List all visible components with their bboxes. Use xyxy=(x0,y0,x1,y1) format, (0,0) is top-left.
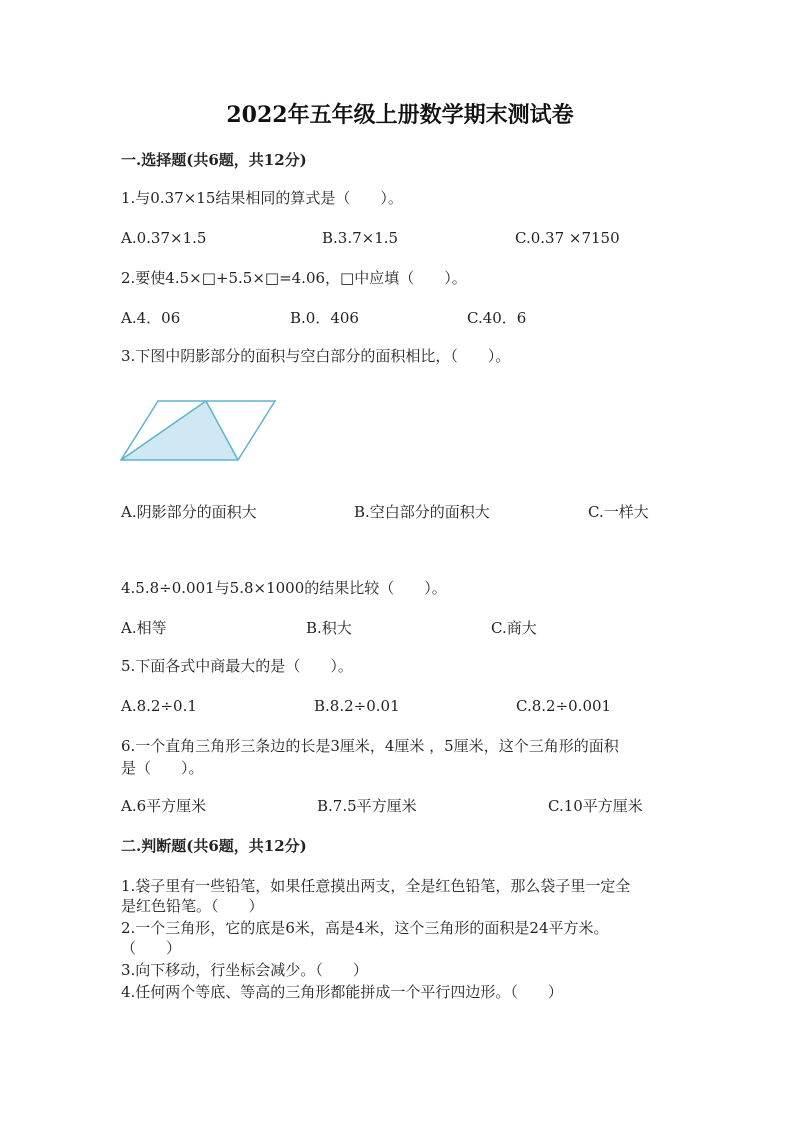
page-title: 2022年五年级上册数学期末测试卷 xyxy=(226,102,574,128)
question-6-option-a: A.6平方厘米 xyxy=(121,797,207,815)
question-4-option-b: B.积大 xyxy=(306,619,352,637)
question-3-option-a: A.阴影部分的面积大 xyxy=(121,503,257,521)
question-5-option-a: A.8.2÷0.1 xyxy=(121,697,197,715)
judgement-1-line1: 1.袋子里有一些铅笔，如果任意摸出两支，全是红色铅笔，那么袋子里一定全 xyxy=(121,877,631,895)
question-1-option-b: B.3.7×1.5 xyxy=(322,229,399,247)
question-6-stem-line1: 6.一个直角三角形三条边的长是3厘米，4厘米 ，5厘米，这个三角形的面积 xyxy=(121,737,619,755)
question-2-option-a: A.4．06 xyxy=(121,309,181,327)
question-1-stem: 1.与0.37×15结果相同的算式是（ ）。 xyxy=(121,189,403,207)
question-5-option-c: C.8.2÷0.001 xyxy=(516,697,612,715)
question-3-option-c: C.一样大 xyxy=(588,503,649,521)
section-heading-choice: 一.选择题(共6题，共12分) xyxy=(121,151,307,169)
judgement-3: 3.向下移动，行坐标会减少。（ ） xyxy=(121,961,368,979)
shaded-triangle xyxy=(121,401,238,460)
question-6-option-b: B.7.5平方厘米 xyxy=(317,797,417,815)
judgement-2-line2: （ ） xyxy=(121,939,182,957)
parallelogram-diagram xyxy=(118,398,280,464)
question-3-option-b: B.空白部分的面积大 xyxy=(354,503,490,521)
question-1-option-c: C.0.37 ×7150 xyxy=(515,229,620,247)
question-2-option-c: C.40．6 xyxy=(467,309,527,327)
question-6-stem-line2: 是（ ）。 xyxy=(121,759,204,777)
judgement-2-line1: 2.一个三角形，它的底是6米，高是4米，这个三角形的面积是24平方米。 xyxy=(121,919,609,937)
question-5-option-b: B.8.2÷0.01 xyxy=(314,697,400,715)
question-4-option-c: C.商大 xyxy=(491,619,537,637)
judgement-4: 4.任何两个等底、等高的三角形都能拼成一个平行四边形。（ ） xyxy=(121,983,563,1001)
question-5-stem: 5.下面各式中商最大的是（ ）。 xyxy=(121,657,353,675)
question-2-stem: 2.要使4.5×□+5.5×□=4.06，□中应填（ ）。 xyxy=(121,269,467,287)
judgement-1-line2: 是红色铅笔。（ ） xyxy=(121,897,264,915)
question-2-option-b: B.0．406 xyxy=(290,309,359,327)
question-4-stem: 4.5.8÷0.001与5.8×1000的结果比较（ ）。 xyxy=(121,579,447,597)
parallelogram-figure xyxy=(118,398,280,468)
question-6-option-c: C.10平方厘米 xyxy=(548,797,643,815)
question-3-stem: 3.下图中阴影部分的面积与空白部分的面积相比，（ ）。 xyxy=(121,347,511,365)
section-heading-judgement: 二.判断题(共6题，共12分) xyxy=(121,837,307,855)
question-4-option-a: A.相等 xyxy=(121,619,167,637)
question-1-option-a: A.0.37×1.5 xyxy=(121,229,207,247)
